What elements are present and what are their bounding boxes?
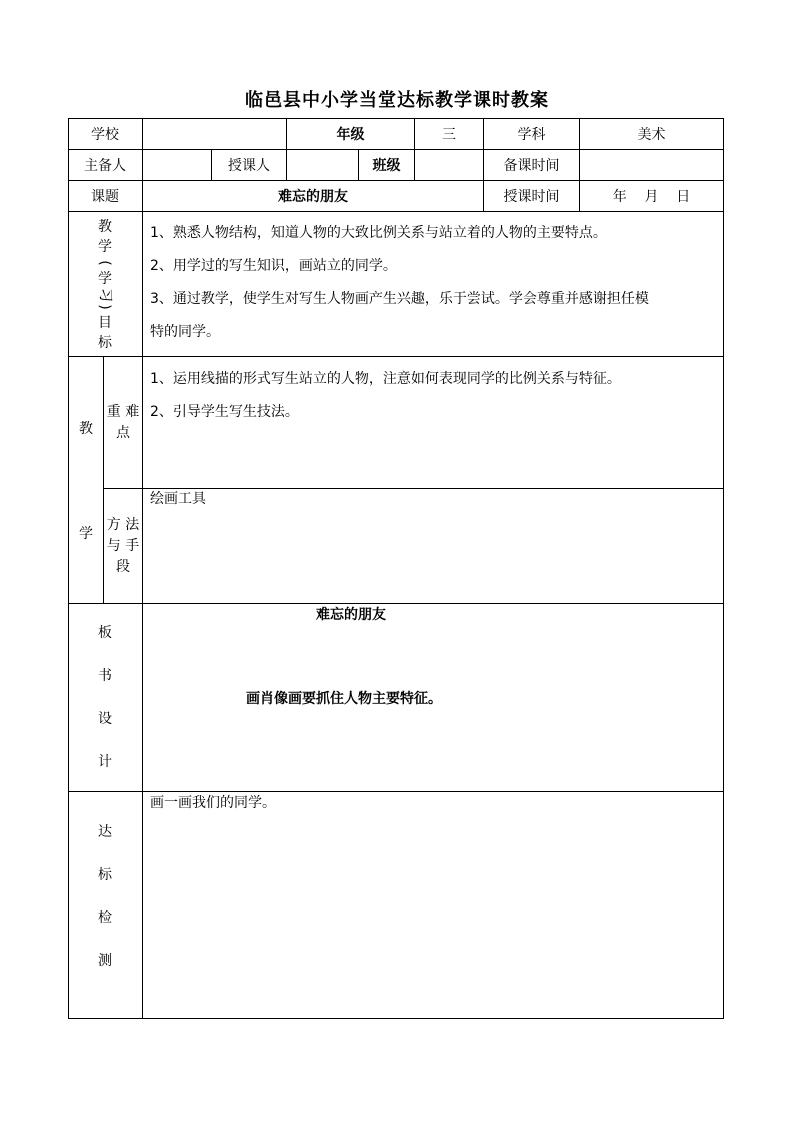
subject-label: 学科: [484, 118, 580, 150]
objectives-label-char: 学: [98, 271, 112, 287]
board-label: [98, 612, 112, 784]
objectives-label-char: ): [97, 304, 113, 310]
board-label-char: 设: [98, 710, 112, 727]
lead-preparer-label: 主备人: [68, 150, 143, 181]
key-points-label-char: 重: [106, 403, 121, 420]
lesson-time-value[interactable]: 年 月 日: [580, 181, 724, 212]
assessment-label-char: 达: [98, 824, 112, 840]
topic-label: 课题: [68, 181, 143, 212]
teaching-outer-label-bottom: 学: [79, 526, 93, 542]
assessment-label: [98, 811, 112, 983]
objective-line: 3、通过教学，使学生对写生人物画产生兴趣，乐于尝试。学会尊重并感谢担任模: [150, 291, 649, 307]
board-content: 画肖像画要抓住人物主要特征。: [246, 691, 442, 707]
teaching-outer-label-cell: [68, 357, 104, 604]
methods-content-cell[interactable]: [143, 489, 724, 604]
board-label-char: 书: [98, 667, 112, 684]
school-label: 学校: [68, 118, 143, 150]
prep-time-value[interactable]: [580, 150, 724, 181]
assessment-content: 画一画我们的同学。: [150, 795, 276, 811]
objectives-label-char: 标: [98, 335, 112, 351]
board-label-char: 板: [98, 624, 112, 641]
teacher-label: 授课人: [212, 150, 287, 181]
teacher-value[interactable]: [287, 150, 359, 181]
key-point-line: 2、引导学生写生技法。: [150, 404, 299, 420]
objectives-label-char: 习: [97, 288, 113, 302]
key-point-line: 1、运用线描的形式写生站立的人物，注意如何表现同学的比例关系与特征。: [150, 371, 621, 387]
objectives-label: [98, 217, 112, 353]
assessment-label-char: 检: [98, 910, 112, 926]
objectives-content: [150, 217, 722, 349]
methods-label-char: 手: [125, 537, 140, 554]
objective-line: 1、熟悉人物结构，知道人物的大致比例关系与站立着的人物的主要特点。: [150, 225, 607, 241]
class-label: 班级: [359, 150, 415, 181]
subject-value[interactable]: 美术: [580, 118, 724, 150]
assessment-label-char: 测: [98, 953, 112, 969]
methods-label-char: 与: [106, 537, 121, 554]
key-points-label-cell: [104, 357, 143, 489]
key-points-label: [104, 402, 142, 444]
assessment-label-cell: [68, 792, 143, 1019]
methods-label-cell: [104, 489, 143, 604]
methods-label: [104, 515, 142, 578]
school-value[interactable]: [143, 118, 287, 150]
key-points-label-char: 难: [125, 403, 140, 420]
methods-label-char: 段: [116, 558, 130, 575]
objectives-label-char: 学: [98, 239, 112, 255]
class-value[interactable]: [415, 150, 484, 181]
teaching-outer-label-top: 教: [79, 421, 93, 437]
objectives-label-char: (: [97, 260, 113, 266]
methods-content: 绘画工具: [150, 491, 206, 507]
objective-line: 2、用学过的写生知识，画站立的同学。: [150, 258, 397, 274]
grade-label: 年级: [287, 118, 415, 150]
assessment-label-char: 标: [98, 867, 112, 883]
lead-preparer-value[interactable]: [143, 150, 212, 181]
objectives-label-char: 目: [98, 315, 112, 331]
lesson-time-label: 授课时间: [484, 181, 580, 212]
board-label-char: 计: [98, 753, 112, 770]
document-title: 临邑县中小学当堂达标教学课时教案: [245, 90, 549, 111]
objective-line: 特的同学。: [150, 324, 220, 340]
methods-label-char: 法: [125, 516, 140, 533]
methods-label-char: 方: [106, 516, 121, 533]
topic-value[interactable]: 难忘的朋友: [143, 181, 484, 212]
key-points-label-char: 点: [116, 424, 130, 441]
prep-time-label: 备课时间: [484, 150, 580, 181]
board-heading: 难忘的朋友: [316, 607, 386, 623]
grade-value[interactable]: 三: [415, 118, 484, 150]
key-points-content: [150, 363, 722, 429]
assessment-content-cell[interactable]: [143, 792, 724, 1019]
objectives-label-char: 教: [98, 219, 112, 235]
board-label-cell: [68, 604, 143, 792]
objectives-label-cell: [68, 212, 143, 357]
